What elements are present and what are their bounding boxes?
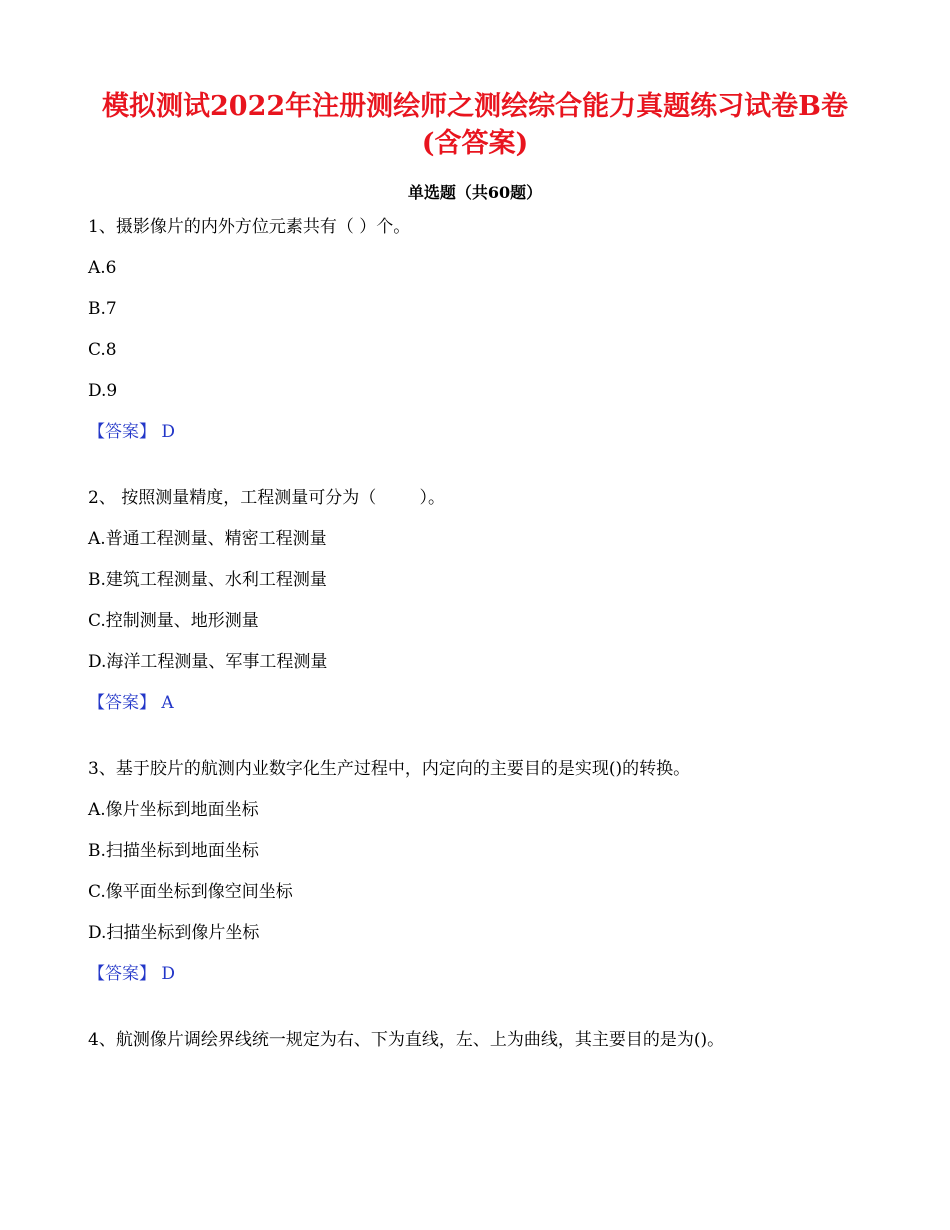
question-2 [88,487,862,714]
option-c: C.控制测量、地形测量 [88,611,259,631]
document-title [88,0,862,162]
question-stem: 4、航测像片调绘界线统一规定为右、下为直线，左、上为曲线，其主要目的是为()。 [88,1030,725,1050]
option-d: D.9 [88,381,118,401]
option-a: A.6 [88,258,117,278]
option-b: B.7 [88,299,117,319]
option-a: A.像片坐标到地面坐标 [88,800,259,820]
title-line-1: 模拟测试2022年注册测绘师之测绘综合能力真题练习试卷B卷 [102,91,848,122]
answer-line: 【答案】 A [88,693,174,713]
question-stem: 1、摄影像片的内外方位元素共有（ ）个。 [88,217,411,237]
question-3 [88,758,862,985]
title-line-2: (含答案) [421,128,529,159]
option-b: B.扫描坐标到地面坐标 [88,841,259,861]
question-4 [88,1029,862,1051]
option-a: A.普通工程测量、精密工程测量 [88,529,327,549]
question-1 [88,216,862,443]
option-c: C.像平面坐标到像空间坐标 [88,882,293,902]
option-d: D.海洋工程测量、军事工程测量 [88,652,328,672]
option-d: D.扫描坐标到像片坐标 [88,923,260,943]
option-b: B.建筑工程测量、水利工程测量 [88,570,327,590]
option-c: C.8 [88,340,117,360]
question-stem: 3、基于胶片的航测内业数字化生产过程中，内定向的主要目的是实现()的转换。 [88,759,691,779]
answer-line: 【答案】 D [88,964,176,984]
answer-line: 【答案】 D [88,422,176,442]
question-stem: 2、 按照测量精度，工程测量可分为（ ）。 [88,488,445,508]
section-heading: 单选题（共60题） [407,183,543,202]
